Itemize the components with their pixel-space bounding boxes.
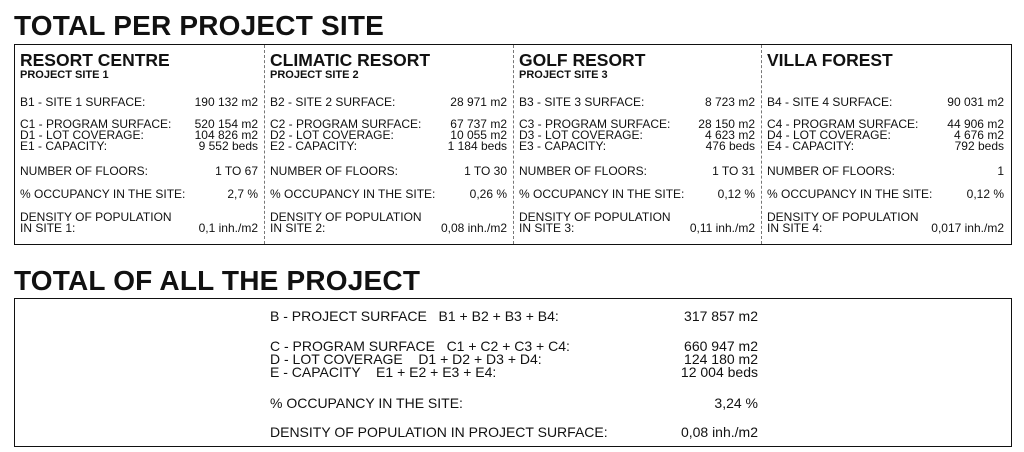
site-density-label: IN SITE 3:	[519, 221, 575, 235]
sites-table	[14, 44, 1012, 245]
site-program-label: C4 - PROGRAM SURFACE:	[767, 117, 919, 131]
site-name: RESORT CENTRE	[20, 50, 170, 70]
site-row-floors	[519, 166, 755, 178]
site-column-4	[761, 45, 1010, 244]
site-row-capacity	[20, 141, 258, 153]
site-lot-label: D4 - LOT COVERAGE:	[767, 128, 891, 142]
site-program-value: 44 906 m2	[947, 117, 1004, 131]
site-occupancy-value: 0,26 %	[469, 187, 507, 201]
site-program-label: C3 - PROGRAM SURFACE:	[519, 117, 671, 131]
site-surface-label: B4 - SITE 4 SURFACE:	[767, 95, 893, 109]
site-floors-label: NUMBER OF FLOORS:	[767, 164, 896, 178]
total-row-density	[270, 426, 758, 439]
title-total-of-all-the-project: TOTAL OF ALL THE PROJECT	[14, 265, 421, 296]
site-floors-label: NUMBER OF FLOORS:	[20, 164, 149, 178]
total-row-occupancy	[270, 397, 758, 410]
site-density-label: IN SITE 2:	[270, 221, 326, 235]
site-surface-label: B2 - SITE 2 SURFACE:	[270, 95, 396, 109]
total-density-label: DENSITY OF POPULATION IN PROJECT SURFACE:	[270, 424, 608, 440]
site-column-1	[15, 45, 264, 244]
site-subtitle: PROJECT SITE 3	[519, 69, 608, 81]
site-row-occupancy	[270, 189, 507, 201]
site-row-occupancy	[767, 189, 1004, 201]
site-row-occupancy	[519, 189, 755, 201]
site-lot-value: 4 676 m2	[953, 128, 1004, 142]
site-floors-value: 1 TO 30	[464, 164, 507, 178]
site-subtitle	[767, 69, 1004, 81]
site-lot-value: 10 055 m2	[450, 128, 507, 142]
site-occupancy-label: % OCCUPANCY IN THE SITE:	[270, 187, 436, 201]
site-floors-value: 1	[997, 164, 1004, 178]
site-density-1-label: DENSITY OF POPULATION	[20, 210, 172, 224]
site-row-capacity	[767, 141, 1004, 153]
total-row-surface	[270, 310, 758, 323]
site-capacity-label: E3 - CAPACITY:	[519, 139, 607, 153]
site-surface-value: 190 132 m2	[194, 95, 258, 109]
project-total-table	[14, 298, 1012, 447]
total-capacity-value: 12 004 beds	[680, 364, 758, 380]
site-column-2	[264, 45, 513, 244]
site-row-surface	[519, 97, 755, 109]
site-program-value: 520 154 m2	[194, 117, 258, 131]
site-program-value: 28 150 m2	[698, 117, 755, 131]
site-capacity-value: 792 beds	[954, 139, 1004, 153]
site-program-label: C1 - PROGRAM SURFACE:	[20, 117, 172, 131]
site-density-value: 0,1 inh./m2	[198, 221, 258, 235]
site-row-density	[767, 223, 1004, 235]
site-density-value: 0,11 inh./m2	[689, 221, 755, 235]
site-program-label: C2 - PROGRAM SURFACE:	[270, 117, 422, 131]
site-capacity-label: E4 - CAPACITY:	[767, 139, 855, 153]
total-occupancy-label: % OCCUPANCY IN THE SITE:	[270, 395, 463, 411]
site-density-1-label: DENSITY OF POPULATION	[767, 210, 919, 224]
site-lot-label: D3 - LOT COVERAGE:	[519, 128, 643, 142]
total-lot-value: 124 180 m2	[684, 351, 758, 367]
site-density-1-label: DENSITY OF POPULATION	[270, 210, 422, 224]
site-floors-value: 1 TO 31	[712, 164, 755, 178]
site-surface-label: B1 - SITE 1 SURFACE:	[20, 95, 146, 109]
site-name: VILLA FOREST	[767, 50, 893, 70]
site-row-floors	[767, 166, 1004, 178]
site-row-density	[20, 223, 258, 235]
site-row-density	[270, 223, 507, 235]
site-row-surface	[767, 97, 1004, 109]
site-capacity-label: E2 - CAPACITY:	[270, 139, 358, 153]
site-capacity-value: 476 beds	[705, 139, 755, 153]
total-row-capacity	[270, 366, 758, 379]
site-subtitle: PROJECT SITE 2	[270, 69, 359, 81]
site-occupancy-label: % OCCUPANCY IN THE SITE:	[767, 187, 933, 201]
site-occupancy-value: 2,7 %	[227, 187, 258, 201]
site-lot-label: D1 - LOT COVERAGE:	[20, 128, 144, 142]
total-lot-label: D - LOT COVERAGE D1 + D2 + D3 + D4:	[270, 351, 542, 367]
site-density-1-label: DENSITY OF POPULATION	[519, 210, 671, 224]
site-surface-label: B3 - SITE 3 SURFACE:	[519, 95, 645, 109]
site-name: GOLF RESORT	[519, 50, 646, 70]
site-lot-value: 104 826 m2	[194, 128, 258, 142]
total-surface-value: 317 857 m2	[684, 308, 758, 324]
site-surface-value: 28 971 m2	[450, 95, 507, 109]
site-occupancy-label: % OCCUPANCY IN THE SITE:	[519, 187, 685, 201]
site-row-floors	[20, 166, 258, 178]
site-floors-label: NUMBER OF FLOORS:	[270, 164, 399, 178]
title-total-per-project-site: TOTAL PER PROJECT SITE	[14, 10, 385, 41]
total-surface-label: B - PROJECT SURFACE B1 + B2 + B3 + B4:	[270, 308, 559, 324]
site-row-capacity	[270, 141, 507, 153]
site-capacity-label: E1 - CAPACITY:	[20, 139, 108, 153]
site-column-3	[513, 45, 761, 244]
site-density-value: 0,017 inh./m2	[931, 221, 1004, 235]
total-capacity-label: E - CAPACITY E1 + E2 + E3 + E4:	[270, 364, 497, 380]
site-density-label: IN SITE 1:	[20, 221, 76, 235]
site-name: CLIMATIC RESORT	[270, 50, 431, 70]
site-row-floors	[270, 166, 507, 178]
total-program-label: C - PROGRAM SURFACE C1 + C2 + C3 + C4:	[270, 338, 570, 354]
total-program-value: 660 947 m2	[684, 338, 758, 354]
site-capacity-value: 9 552 beds	[198, 139, 258, 153]
site-density-label: IN SITE 4:	[767, 221, 823, 235]
site-surface-value: 90 031 m2	[947, 95, 1004, 109]
site-floors-value: 1 TO 67	[215, 164, 258, 178]
site-surface-value: 8 723 m2	[704, 95, 755, 109]
site-occupancy-value: 0,12 %	[966, 187, 1004, 201]
site-row-density	[519, 223, 755, 235]
site-row-capacity	[519, 141, 755, 153]
site-capacity-value: 1 184 beds	[447, 139, 507, 153]
site-row-occupancy	[20, 189, 258, 201]
site-row-surface	[270, 97, 507, 109]
site-lot-label: D2 - LOT COVERAGE:	[270, 128, 394, 142]
site-density-value: 0,08 inh./m2	[440, 221, 507, 235]
site-lot-value: 4 623 m2	[704, 128, 755, 142]
site-program-value: 67 737 m2	[450, 117, 507, 131]
site-subtitle: PROJECT SITE 1	[20, 69, 109, 81]
total-density-value: 0,08 inh./m2	[680, 424, 758, 440]
site-row-surface	[20, 97, 258, 109]
site-floors-label: NUMBER OF FLOORS:	[519, 164, 648, 178]
total-occupancy-value: 3,24 %	[714, 395, 758, 411]
site-occupancy-value: 0,12 %	[717, 187, 755, 201]
site-occupancy-label: % OCCUPANCY IN THE SITE:	[20, 187, 186, 201]
